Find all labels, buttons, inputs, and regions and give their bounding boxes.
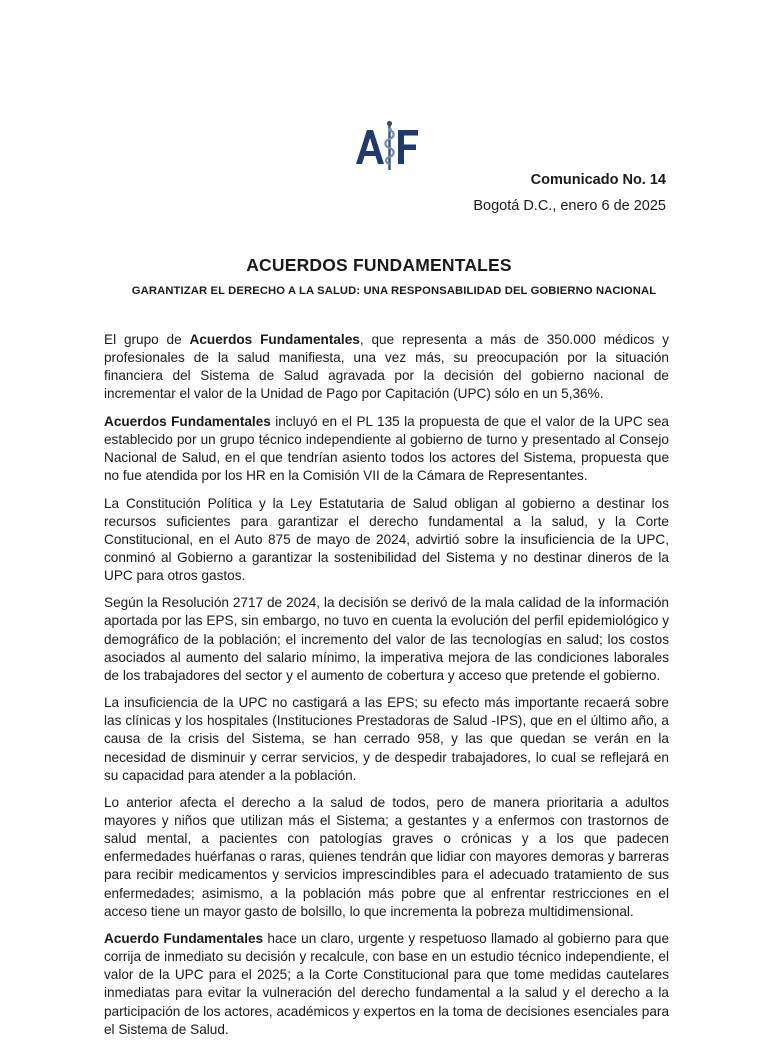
paragraph: La Constitución Política y la Ley Estatutaria de Salud obligan al gobierno a destinar los recursos suficientes para garantizar el derecho fundamental a la salud, y la Corte Constitucional, en el Auto 875 de mayo de 2024, advirtió sobre la insuficiencia de la UPC, conminó al Gobierno a garantizar la sostenibilidad del Sistema y no destinar dineros de la UPC para otros gastos.: [104, 495, 669, 583]
paragraph: Lo anterior afecta el derecho a la salud de todos, pero de manera prioritaria a adultos mayores y niños que utilizan más el Sistema; a gestantes y a enfermos con trastornos de salud mental, a pacientes con patologías graves o crónicas y a los que padecen enfermedades huérfanas o raras, quienes tendrán que lidiar con mayores demoras y barreras para recibir medicamentos y servicios imprescindibles para el adecuado tratamiento de sus enfermedades; asimismo, a la población más pobre que al enfrentar restricciones en el acceso tiene un mayor gasto de bolsillo, lo que incrementa la pobreza multidimensional.: [104, 795, 669, 919]
document-date: Bogotá D.C., enero 6 de 2025: [473, 198, 666, 214]
document-body: [104, 331, 669, 1048]
document-subtitle: GARANTIZAR EL DERECHO A LA SALUD: UNA RESPONSABILIDAD DEL GOBIERNO NACIONAL: [131, 285, 657, 297]
paragraph: Acuerdo Fundamentales hace un claro, urgente y respetuoso llamado al gobierno para que corrija de inmediato su decisión y recalcule, con base en un estudio técnico independiente, el valor de la UPC para el 2025; a la Corte Constitucional para que tome medidas cautelares inmediatas para evitar la vulneración del derecho fundamental a la salud y el derecho a la participación de los actores, académicos y expertos en la toma de decisiones esenciales para el Sistema de Salud.: [104, 931, 670, 1037]
paragraph: Acuerdos Fundamentales incluyó en el PL 135 la propuesta de que el valor de la UPC sea establecido por un grupo técnico independiente al gobierno de turno y presentado al Consejo Nacional de Salud, en el que tendrían asiento todos los actores del Sistema, propuesta que no fue atendida por los HR en la Comisión VII de la Cámara de Representantes.: [104, 413, 669, 484]
paragraph: Según la Resolución 2717 de 2024, la decisión se derivó de la mala calidad de la información aportada por las EPS, sin embargo, no tuvo en cuenta la evolución del perfil epidemiológico y demográfico de la población; el incremento del valor de las tecnologías en salud; los costos asociados al aumento del salario mínimo, la imperativa mejora de las condiciones laborales de los trabajadores del sector y el aumento de cobertura y acceso que pretende el gobierno.: [104, 595, 669, 683]
document-title: ACUERDOS FUNDAMENTALES: [246, 255, 512, 275]
af-logo-icon: [352, 120, 422, 172]
paragraph: La insuficiencia de la UPC no castigará a las EPS; su efecto más importante recaerá sobre las clínicas y los hospitales (Instituciones Prestadoras de Salud -IPS), que en el último año, a causa de la crisis del Sistema, se han cerrado 958, y las que quedan se verán en la necesidad de disminuir y cerrar servicios, y de despedir trabajadores, lo cual se reflejará en su capacidad para atender a la población.: [104, 695, 669, 783]
af-logo: [352, 120, 422, 172]
comunicado-number: Comunicado No. 14: [530, 172, 666, 188]
paragraph: El grupo de Acuerdos Fundamentales, que representa a más de 350.000 médicos y profesionales de la salud manifiesta, una vez más, su preocupación por la situación financiera del Sistema de Salud agravada por la decisión del gobierno nacional de incrementar el valor de la Unidad de Pago por Capitación (UPC) sólo en un 5,36%.: [104, 332, 670, 402]
